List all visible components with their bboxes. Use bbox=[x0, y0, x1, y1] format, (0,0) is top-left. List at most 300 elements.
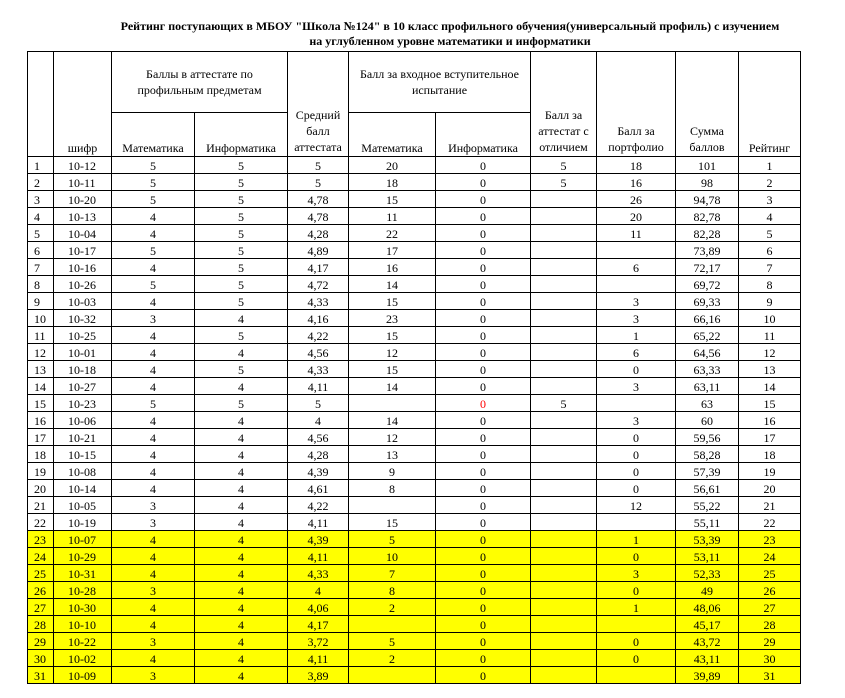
table-row bbox=[28, 242, 801, 259]
cell-portfolio: 1 bbox=[597, 327, 676, 344]
cell-grade-info: 4 bbox=[195, 446, 288, 463]
table-row bbox=[28, 531, 801, 548]
cell-index: 5 bbox=[28, 225, 54, 242]
cell-average: 4,78 bbox=[288, 208, 349, 225]
cell-code: 10-01 bbox=[54, 344, 112, 361]
cell-honors bbox=[531, 225, 597, 242]
cell-portfolio: 20 bbox=[597, 208, 676, 225]
cell-grade-info: 5 bbox=[195, 208, 288, 225]
cell-grade-info: 4 bbox=[195, 531, 288, 548]
cell-index: 6 bbox=[28, 242, 54, 259]
cell-code: 10-21 bbox=[54, 429, 112, 446]
cell-portfolio: 6 bbox=[597, 344, 676, 361]
cell-exam-math: 14 bbox=[349, 378, 436, 395]
cell-exam-info: 0 bbox=[436, 582, 531, 599]
cell-total: 49 bbox=[676, 582, 739, 599]
cell-portfolio: 1 bbox=[597, 531, 676, 548]
cell-portfolio: 3 bbox=[597, 293, 676, 310]
table-row bbox=[28, 650, 801, 667]
cell-exam-info: 0 bbox=[436, 208, 531, 225]
cell-rank: 4 bbox=[739, 208, 801, 225]
cell-average: 4,22 bbox=[288, 497, 349, 514]
cell-exam-math: 14 bbox=[349, 412, 436, 429]
cell-average: 4,11 bbox=[288, 548, 349, 565]
table-row bbox=[28, 276, 801, 293]
cell-exam-math: 12 bbox=[349, 344, 436, 361]
cell-average: 4,78 bbox=[288, 191, 349, 208]
cell-exam-info: 0 bbox=[436, 412, 531, 429]
cell-grade-info: 4 bbox=[195, 344, 288, 361]
cell-honors bbox=[531, 480, 597, 497]
cell-grade-info: 4 bbox=[195, 650, 288, 667]
cell-portfolio: 0 bbox=[597, 429, 676, 446]
cell-portfolio: 26 bbox=[597, 191, 676, 208]
cell-grade-math: 3 bbox=[112, 667, 195, 684]
header-average: Средний балл аттестата bbox=[288, 52, 349, 157]
cell-average: 4,06 bbox=[288, 599, 349, 616]
cell-rank: 11 bbox=[739, 327, 801, 344]
cell-index: 13 bbox=[28, 361, 54, 378]
cell-rank: 3 bbox=[739, 191, 801, 208]
cell-honors bbox=[531, 633, 597, 650]
cell-exam-info: 0 bbox=[436, 378, 531, 395]
cell-grade-info: 5 bbox=[195, 395, 288, 412]
cell-rank: 8 bbox=[739, 276, 801, 293]
cell-exam-info: 0 bbox=[436, 293, 531, 310]
cell-rank: 12 bbox=[739, 344, 801, 361]
cell-honors: 5 bbox=[531, 174, 597, 191]
cell-grade-info: 4 bbox=[195, 514, 288, 531]
cell-exam-info: 0 bbox=[436, 225, 531, 242]
cell-grade-info: 5 bbox=[195, 242, 288, 259]
cell-rank: 16 bbox=[739, 412, 801, 429]
cell-portfolio bbox=[597, 242, 676, 259]
cell-index: 3 bbox=[28, 191, 54, 208]
table-row bbox=[28, 667, 801, 684]
cell-grade-math: 4 bbox=[112, 446, 195, 463]
cell-honors bbox=[531, 582, 597, 599]
cell-index: 23 bbox=[28, 531, 54, 548]
table-row bbox=[28, 463, 801, 480]
cell-rank: 20 bbox=[739, 480, 801, 497]
cell-exam-info: 0 bbox=[436, 395, 531, 412]
rating-table bbox=[27, 51, 801, 684]
cell-total: 60 bbox=[676, 412, 739, 429]
cell-code: 10-20 bbox=[54, 191, 112, 208]
cell-total: 55,22 bbox=[676, 497, 739, 514]
cell-code: 10-12 bbox=[54, 157, 112, 174]
cell-exam-math: 22 bbox=[349, 225, 436, 242]
cell-honors bbox=[531, 565, 597, 582]
cell-code: 10-07 bbox=[54, 531, 112, 548]
cell-exam-info: 0 bbox=[436, 514, 531, 531]
cell-honors bbox=[531, 259, 597, 276]
cell-portfolio bbox=[597, 667, 676, 684]
cell-total: 57,39 bbox=[676, 463, 739, 480]
cell-exam-info: 0 bbox=[436, 650, 531, 667]
cell-honors bbox=[531, 548, 597, 565]
cell-index: 22 bbox=[28, 514, 54, 531]
cell-exam-info: 0 bbox=[436, 599, 531, 616]
cell-index: 28 bbox=[28, 616, 54, 633]
table-row bbox=[28, 327, 801, 344]
header-row-top bbox=[28, 52, 801, 113]
cell-total: 55,11 bbox=[676, 514, 739, 531]
cell-total: 101 bbox=[676, 157, 739, 174]
cell-index: 27 bbox=[28, 599, 54, 616]
cell-honors bbox=[531, 242, 597, 259]
cell-portfolio: 3 bbox=[597, 412, 676, 429]
header-honors: Балл за аттестат с отличием bbox=[531, 52, 597, 157]
cell-rank: 22 bbox=[739, 514, 801, 531]
cell-portfolio: 3 bbox=[597, 378, 676, 395]
cell-average: 4,89 bbox=[288, 242, 349, 259]
cell-rank: 25 bbox=[739, 565, 801, 582]
cell-exam-math: 12 bbox=[349, 429, 436, 446]
cell-index: 1 bbox=[28, 157, 54, 174]
cell-grade-info: 5 bbox=[195, 225, 288, 242]
cell-portfolio: 0 bbox=[597, 548, 676, 565]
cell-exam-info: 0 bbox=[436, 480, 531, 497]
cell-honors bbox=[531, 208, 597, 225]
cell-honors bbox=[531, 446, 597, 463]
cell-exam-info: 0 bbox=[436, 191, 531, 208]
cell-grade-math: 4 bbox=[112, 378, 195, 395]
cell-index: 15 bbox=[28, 395, 54, 412]
cell-portfolio: 3 bbox=[597, 565, 676, 582]
cell-grade-math: 4 bbox=[112, 463, 195, 480]
cell-total: 94,78 bbox=[676, 191, 739, 208]
cell-code: 10-18 bbox=[54, 361, 112, 378]
cell-rank: 24 bbox=[739, 548, 801, 565]
cell-average: 4,11 bbox=[288, 514, 349, 531]
cell-average: 4,11 bbox=[288, 378, 349, 395]
cell-grade-info: 4 bbox=[195, 582, 288, 599]
table-row bbox=[28, 293, 801, 310]
cell-portfolio bbox=[597, 616, 676, 633]
cell-grade-info: 4 bbox=[195, 616, 288, 633]
table-row bbox=[28, 225, 801, 242]
cell-exam-info: 0 bbox=[436, 446, 531, 463]
cell-total: 43,72 bbox=[676, 633, 739, 650]
cell-code: 10-13 bbox=[54, 208, 112, 225]
cell-average: 5 bbox=[288, 174, 349, 191]
cell-grade-info: 4 bbox=[195, 378, 288, 395]
cell-grade-math: 4 bbox=[112, 259, 195, 276]
table-row bbox=[28, 395, 801, 412]
cell-grade-math: 4 bbox=[112, 208, 195, 225]
cell-index: 24 bbox=[28, 548, 54, 565]
cell-portfolio: 6 bbox=[597, 259, 676, 276]
cell-grade-info: 5 bbox=[195, 361, 288, 378]
cell-exam-math: 5 bbox=[349, 633, 436, 650]
cell-exam-math: 2 bbox=[349, 650, 436, 667]
cell-portfolio: 0 bbox=[597, 650, 676, 667]
cell-exam-math: 2 bbox=[349, 599, 436, 616]
cell-rank: 19 bbox=[739, 463, 801, 480]
cell-index: 21 bbox=[28, 497, 54, 514]
cell-grade-info: 4 bbox=[195, 429, 288, 446]
cell-honors bbox=[531, 497, 597, 514]
cell-average: 4,39 bbox=[288, 531, 349, 548]
cell-exam-math: 20 bbox=[349, 157, 436, 174]
table-row bbox=[28, 497, 801, 514]
cell-total: 66,16 bbox=[676, 310, 739, 327]
cell-grade-math: 4 bbox=[112, 599, 195, 616]
cell-grade-info: 4 bbox=[195, 633, 288, 650]
cell-code: 10-10 bbox=[54, 616, 112, 633]
cell-grade-math: 4 bbox=[112, 480, 195, 497]
cell-index: 29 bbox=[28, 633, 54, 650]
cell-grade-info: 4 bbox=[195, 548, 288, 565]
cell-grade-math: 3 bbox=[112, 582, 195, 599]
cell-code: 10-26 bbox=[54, 276, 112, 293]
cell-grade-info: 4 bbox=[195, 599, 288, 616]
cell-grade-info: 4 bbox=[195, 463, 288, 480]
cell-exam-info: 0 bbox=[436, 497, 531, 514]
cell-portfolio bbox=[597, 276, 676, 293]
cell-rank: 27 bbox=[739, 599, 801, 616]
cell-code: 10-14 bbox=[54, 480, 112, 497]
cell-honors bbox=[531, 344, 597, 361]
cell-rank: 6 bbox=[739, 242, 801, 259]
cell-exam-info: 0 bbox=[436, 259, 531, 276]
cell-grade-math: 4 bbox=[112, 293, 195, 310]
cell-grade-math: 5 bbox=[112, 174, 195, 191]
cell-code: 10-22 bbox=[54, 633, 112, 650]
cell-exam-info: 0 bbox=[436, 157, 531, 174]
cell-total: 69,72 bbox=[676, 276, 739, 293]
cell-average: 4,33 bbox=[288, 565, 349, 582]
cell-average: 4,39 bbox=[288, 463, 349, 480]
cell-average: 4,56 bbox=[288, 344, 349, 361]
table-row bbox=[28, 310, 801, 327]
cell-portfolio: 12 bbox=[597, 497, 676, 514]
cell-code: 10-11 bbox=[54, 174, 112, 191]
cell-code: 10-19 bbox=[54, 514, 112, 531]
cell-grade-info: 5 bbox=[195, 293, 288, 310]
cell-rank: 9 bbox=[739, 293, 801, 310]
table-body bbox=[28, 157, 801, 684]
cell-index: 7 bbox=[28, 259, 54, 276]
cell-average: 4,16 bbox=[288, 310, 349, 327]
cell-total: 56,61 bbox=[676, 480, 739, 497]
cell-grade-math: 4 bbox=[112, 361, 195, 378]
cell-exam-math: 10 bbox=[349, 548, 436, 565]
cell-rank: 30 bbox=[739, 650, 801, 667]
cell-rank: 29 bbox=[739, 633, 801, 650]
cell-code: 10-02 bbox=[54, 650, 112, 667]
cell-total: 39,89 bbox=[676, 667, 739, 684]
cell-code: 10-29 bbox=[54, 548, 112, 565]
cell-grade-info: 4 bbox=[195, 497, 288, 514]
header-exam-math: Математика bbox=[349, 113, 436, 157]
cell-exam-math: 13 bbox=[349, 446, 436, 463]
cell-exam-info: 0 bbox=[436, 310, 531, 327]
cell-exam-info: 0 bbox=[436, 633, 531, 650]
cell-code: 10-16 bbox=[54, 259, 112, 276]
cell-rank: 21 bbox=[739, 497, 801, 514]
cell-grade-math: 3 bbox=[112, 633, 195, 650]
cell-portfolio: 0 bbox=[597, 582, 676, 599]
cell-exam-info: 0 bbox=[436, 667, 531, 684]
cell-honors bbox=[531, 327, 597, 344]
cell-total: 52,33 bbox=[676, 565, 739, 582]
cell-rank: 15 bbox=[739, 395, 801, 412]
cell-portfolio: 11 bbox=[597, 225, 676, 242]
header-grade-info: Информатика bbox=[195, 113, 288, 157]
document-title bbox=[60, 19, 840, 49]
cell-average: 4,28 bbox=[288, 446, 349, 463]
cell-exam-info: 0 bbox=[436, 361, 531, 378]
cell-honors bbox=[531, 310, 597, 327]
cell-exam-math: 7 bbox=[349, 565, 436, 582]
cell-grade-math: 4 bbox=[112, 327, 195, 344]
cell-rank: 10 bbox=[739, 310, 801, 327]
cell-exam-info: 0 bbox=[436, 344, 531, 361]
cell-exam-info: 0 bbox=[436, 276, 531, 293]
cell-exam-info: 0 bbox=[436, 242, 531, 259]
table-row bbox=[28, 361, 801, 378]
cell-portfolio: 18 bbox=[597, 157, 676, 174]
cell-index: 20 bbox=[28, 480, 54, 497]
cell-average: 4,28 bbox=[288, 225, 349, 242]
cell-code: 10-27 bbox=[54, 378, 112, 395]
cell-total: 64,56 bbox=[676, 344, 739, 361]
cell-exam-math: 15 bbox=[349, 293, 436, 310]
cell-total: 48,06 bbox=[676, 599, 739, 616]
cell-honors bbox=[531, 531, 597, 548]
cell-total: 82,78 bbox=[676, 208, 739, 225]
cell-grade-math: 4 bbox=[112, 650, 195, 667]
cell-index: 30 bbox=[28, 650, 54, 667]
cell-exam-math: 16 bbox=[349, 259, 436, 276]
cell-grade-info: 4 bbox=[195, 412, 288, 429]
header-grades-group: Баллы в аттестате по профильным предметам bbox=[112, 52, 288, 113]
cell-exam-info: 0 bbox=[436, 565, 531, 582]
cell-average: 4,17 bbox=[288, 616, 349, 633]
cell-honors bbox=[531, 650, 597, 667]
header-grade-math: Математика bbox=[112, 113, 195, 157]
table-row bbox=[28, 582, 801, 599]
cell-grade-info: 5 bbox=[195, 259, 288, 276]
cell-honors bbox=[531, 276, 597, 293]
cell-exam-info: 0 bbox=[436, 174, 531, 191]
cell-grade-math: 3 bbox=[112, 514, 195, 531]
cell-code: 10-05 bbox=[54, 497, 112, 514]
cell-rank: 13 bbox=[739, 361, 801, 378]
cell-grade-math: 4 bbox=[112, 616, 195, 633]
cell-average: 4,33 bbox=[288, 361, 349, 378]
table-row bbox=[28, 157, 801, 174]
cell-grade-math: 4 bbox=[112, 344, 195, 361]
cell-average: 3,89 bbox=[288, 667, 349, 684]
cell-honors: 5 bbox=[531, 157, 597, 174]
cell-rank: 5 bbox=[739, 225, 801, 242]
cell-portfolio: 0 bbox=[597, 633, 676, 650]
cell-portfolio bbox=[597, 514, 676, 531]
cell-average: 4,56 bbox=[288, 429, 349, 446]
cell-index: 4 bbox=[28, 208, 54, 225]
cell-total: 63,33 bbox=[676, 361, 739, 378]
cell-exam-math: 17 bbox=[349, 242, 436, 259]
cell-portfolio: 3 bbox=[597, 310, 676, 327]
cell-average: 3,72 bbox=[288, 633, 349, 650]
table-row bbox=[28, 633, 801, 650]
table-row bbox=[28, 208, 801, 225]
table-row bbox=[28, 174, 801, 191]
cell-code: 10-31 bbox=[54, 565, 112, 582]
cell-total: 63,11 bbox=[676, 378, 739, 395]
cell-exam-math: 15 bbox=[349, 514, 436, 531]
cell-rank: 14 bbox=[739, 378, 801, 395]
header-exam-group: Балл за входное вступительное испытание bbox=[349, 52, 531, 113]
cell-total: 43,11 bbox=[676, 650, 739, 667]
cell-rank: 23 bbox=[739, 531, 801, 548]
title-line-2: на углубленном уровне математики и информатики bbox=[309, 34, 591, 48]
cell-total: 98 bbox=[676, 174, 739, 191]
cell-honors bbox=[531, 599, 597, 616]
cell-code: 10-17 bbox=[54, 242, 112, 259]
cell-index: 10 bbox=[28, 310, 54, 327]
cell-exam-math bbox=[349, 667, 436, 684]
cell-honors bbox=[531, 616, 597, 633]
cell-index: 8 bbox=[28, 276, 54, 293]
cell-code: 10-06 bbox=[54, 412, 112, 429]
header-rank: Рейтинг bbox=[739, 52, 801, 157]
cell-grade-math: 5 bbox=[112, 157, 195, 174]
cell-exam-math: 15 bbox=[349, 361, 436, 378]
cell-total: 63 bbox=[676, 395, 739, 412]
cell-exam-math: 9 bbox=[349, 463, 436, 480]
cell-exam-math: 5 bbox=[349, 531, 436, 548]
cell-exam-math bbox=[349, 497, 436, 514]
cell-portfolio: 0 bbox=[597, 446, 676, 463]
table-row bbox=[28, 548, 801, 565]
cell-grade-math: 3 bbox=[112, 310, 195, 327]
cell-grade-info: 4 bbox=[195, 667, 288, 684]
cell-exam-math: 23 bbox=[349, 310, 436, 327]
cell-rank: 1 bbox=[739, 157, 801, 174]
table-row bbox=[28, 514, 801, 531]
cell-exam-math bbox=[349, 616, 436, 633]
cell-honors bbox=[531, 463, 597, 480]
cell-portfolio: 16 bbox=[597, 174, 676, 191]
cell-exam-info: 0 bbox=[436, 327, 531, 344]
cell-code: 10-15 bbox=[54, 446, 112, 463]
cell-rank: 18 bbox=[739, 446, 801, 463]
table-row bbox=[28, 480, 801, 497]
cell-exam-math bbox=[349, 395, 436, 412]
cell-grade-math: 4 bbox=[112, 429, 195, 446]
cell-average: 5 bbox=[288, 157, 349, 174]
cell-code: 10-30 bbox=[54, 599, 112, 616]
cell-rank: 26 bbox=[739, 582, 801, 599]
cell-grade-math: 4 bbox=[112, 548, 195, 565]
cell-grade-info: 5 bbox=[195, 276, 288, 293]
cell-exam-math: 8 bbox=[349, 480, 436, 497]
cell-total: 72,17 bbox=[676, 259, 739, 276]
cell-grade-math: 5 bbox=[112, 395, 195, 412]
table-row bbox=[28, 429, 801, 446]
cell-average: 4,33 bbox=[288, 293, 349, 310]
cell-honors bbox=[531, 378, 597, 395]
cell-honors bbox=[531, 293, 597, 310]
cell-total: 82,28 bbox=[676, 225, 739, 242]
cell-exam-math: 8 bbox=[349, 582, 436, 599]
cell-grade-info: 5 bbox=[195, 174, 288, 191]
cell-honors bbox=[531, 412, 597, 429]
